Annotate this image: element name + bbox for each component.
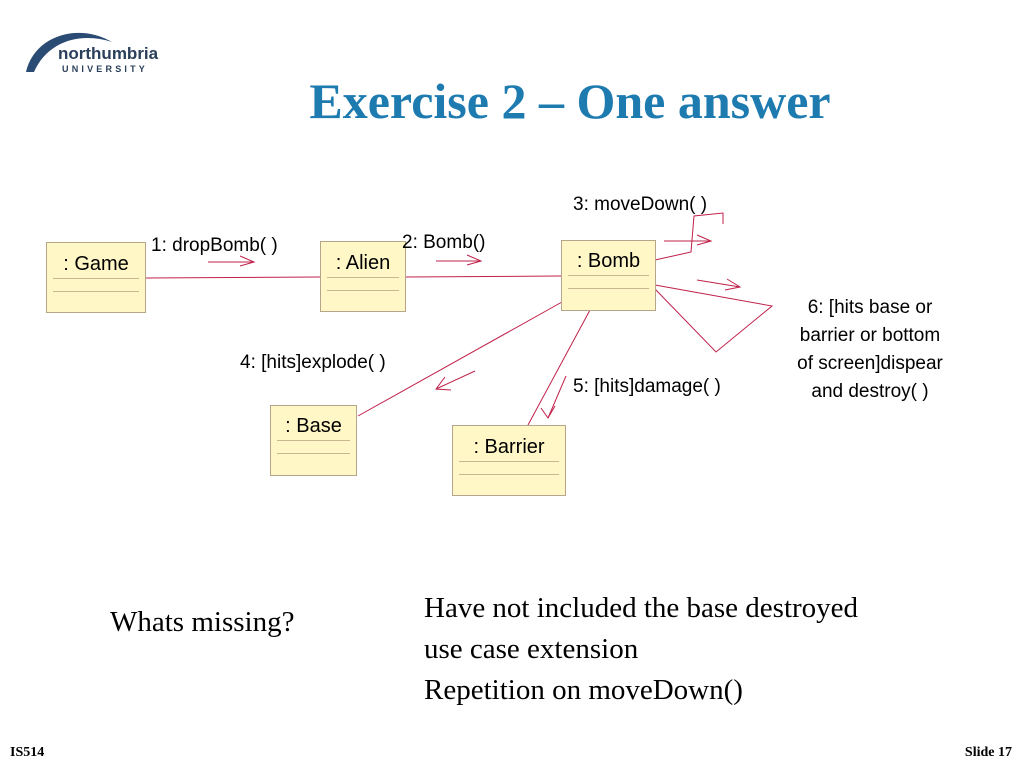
message-6-line: of screen]dispear	[797, 353, 943, 374]
object-bomb-label: : Bomb	[576, 250, 641, 272]
arrow-3-head	[697, 235, 711, 245]
self-link-destroy	[655, 285, 772, 352]
self-link-movedown	[655, 213, 723, 260]
link-bomb-barrier	[528, 310, 590, 425]
answer-line: use case extension	[424, 633, 639, 665]
object-alien	[320, 241, 406, 312]
object-barrier	[452, 425, 566, 496]
message-3-label: 3: moveDown( )	[573, 194, 708, 215]
message-6-line: 6: [hits base or	[807, 297, 933, 318]
footer-course-code: IS514	[10, 745, 45, 760]
object-alien-label: : Alien	[335, 252, 391, 274]
object-barrier-label: : Barrier	[473, 436, 545, 458]
logo-subtext: UNIVERSITY	[62, 64, 149, 74]
message-4-label: 4: [hits]explode( )	[240, 352, 386, 373]
question-text: Whats missing?	[110, 606, 295, 638]
object-bomb	[561, 240, 656, 311]
logo-wordmark: northumbria	[58, 44, 159, 63]
answer-line: Repetition on moveDown()	[424, 674, 743, 706]
object-game	[46, 242, 146, 313]
arrow-4-shaft	[436, 371, 475, 389]
message-6-line: barrier or bottom	[799, 325, 941, 346]
message-2-label: 2: Bomb()	[402, 232, 486, 253]
footer-slide-number: Slide 17	[964, 745, 1012, 760]
link-alien-bomb	[406, 276, 561, 277]
object-base	[270, 405, 357, 476]
arrow-2-head	[467, 255, 481, 265]
message-6-line: and destroy( )	[811, 381, 929, 402]
message-5-label: 5: [hits]damage( )	[573, 376, 721, 397]
object-base-label: : Base	[285, 415, 342, 437]
object-game-label: : Game	[63, 253, 129, 275]
link-game-alien	[146, 277, 320, 278]
slide-title: Exercise 2 – One answer	[309, 73, 831, 129]
message-1-label: 1: dropBomb( )	[151, 235, 278, 256]
arrow-1-head	[240, 256, 254, 266]
link-bomb-base	[358, 302, 562, 416]
answer-block	[424, 588, 858, 711]
answer-line: Have not included the base destroyed	[424, 592, 859, 624]
message-6-label	[770, 294, 970, 406]
